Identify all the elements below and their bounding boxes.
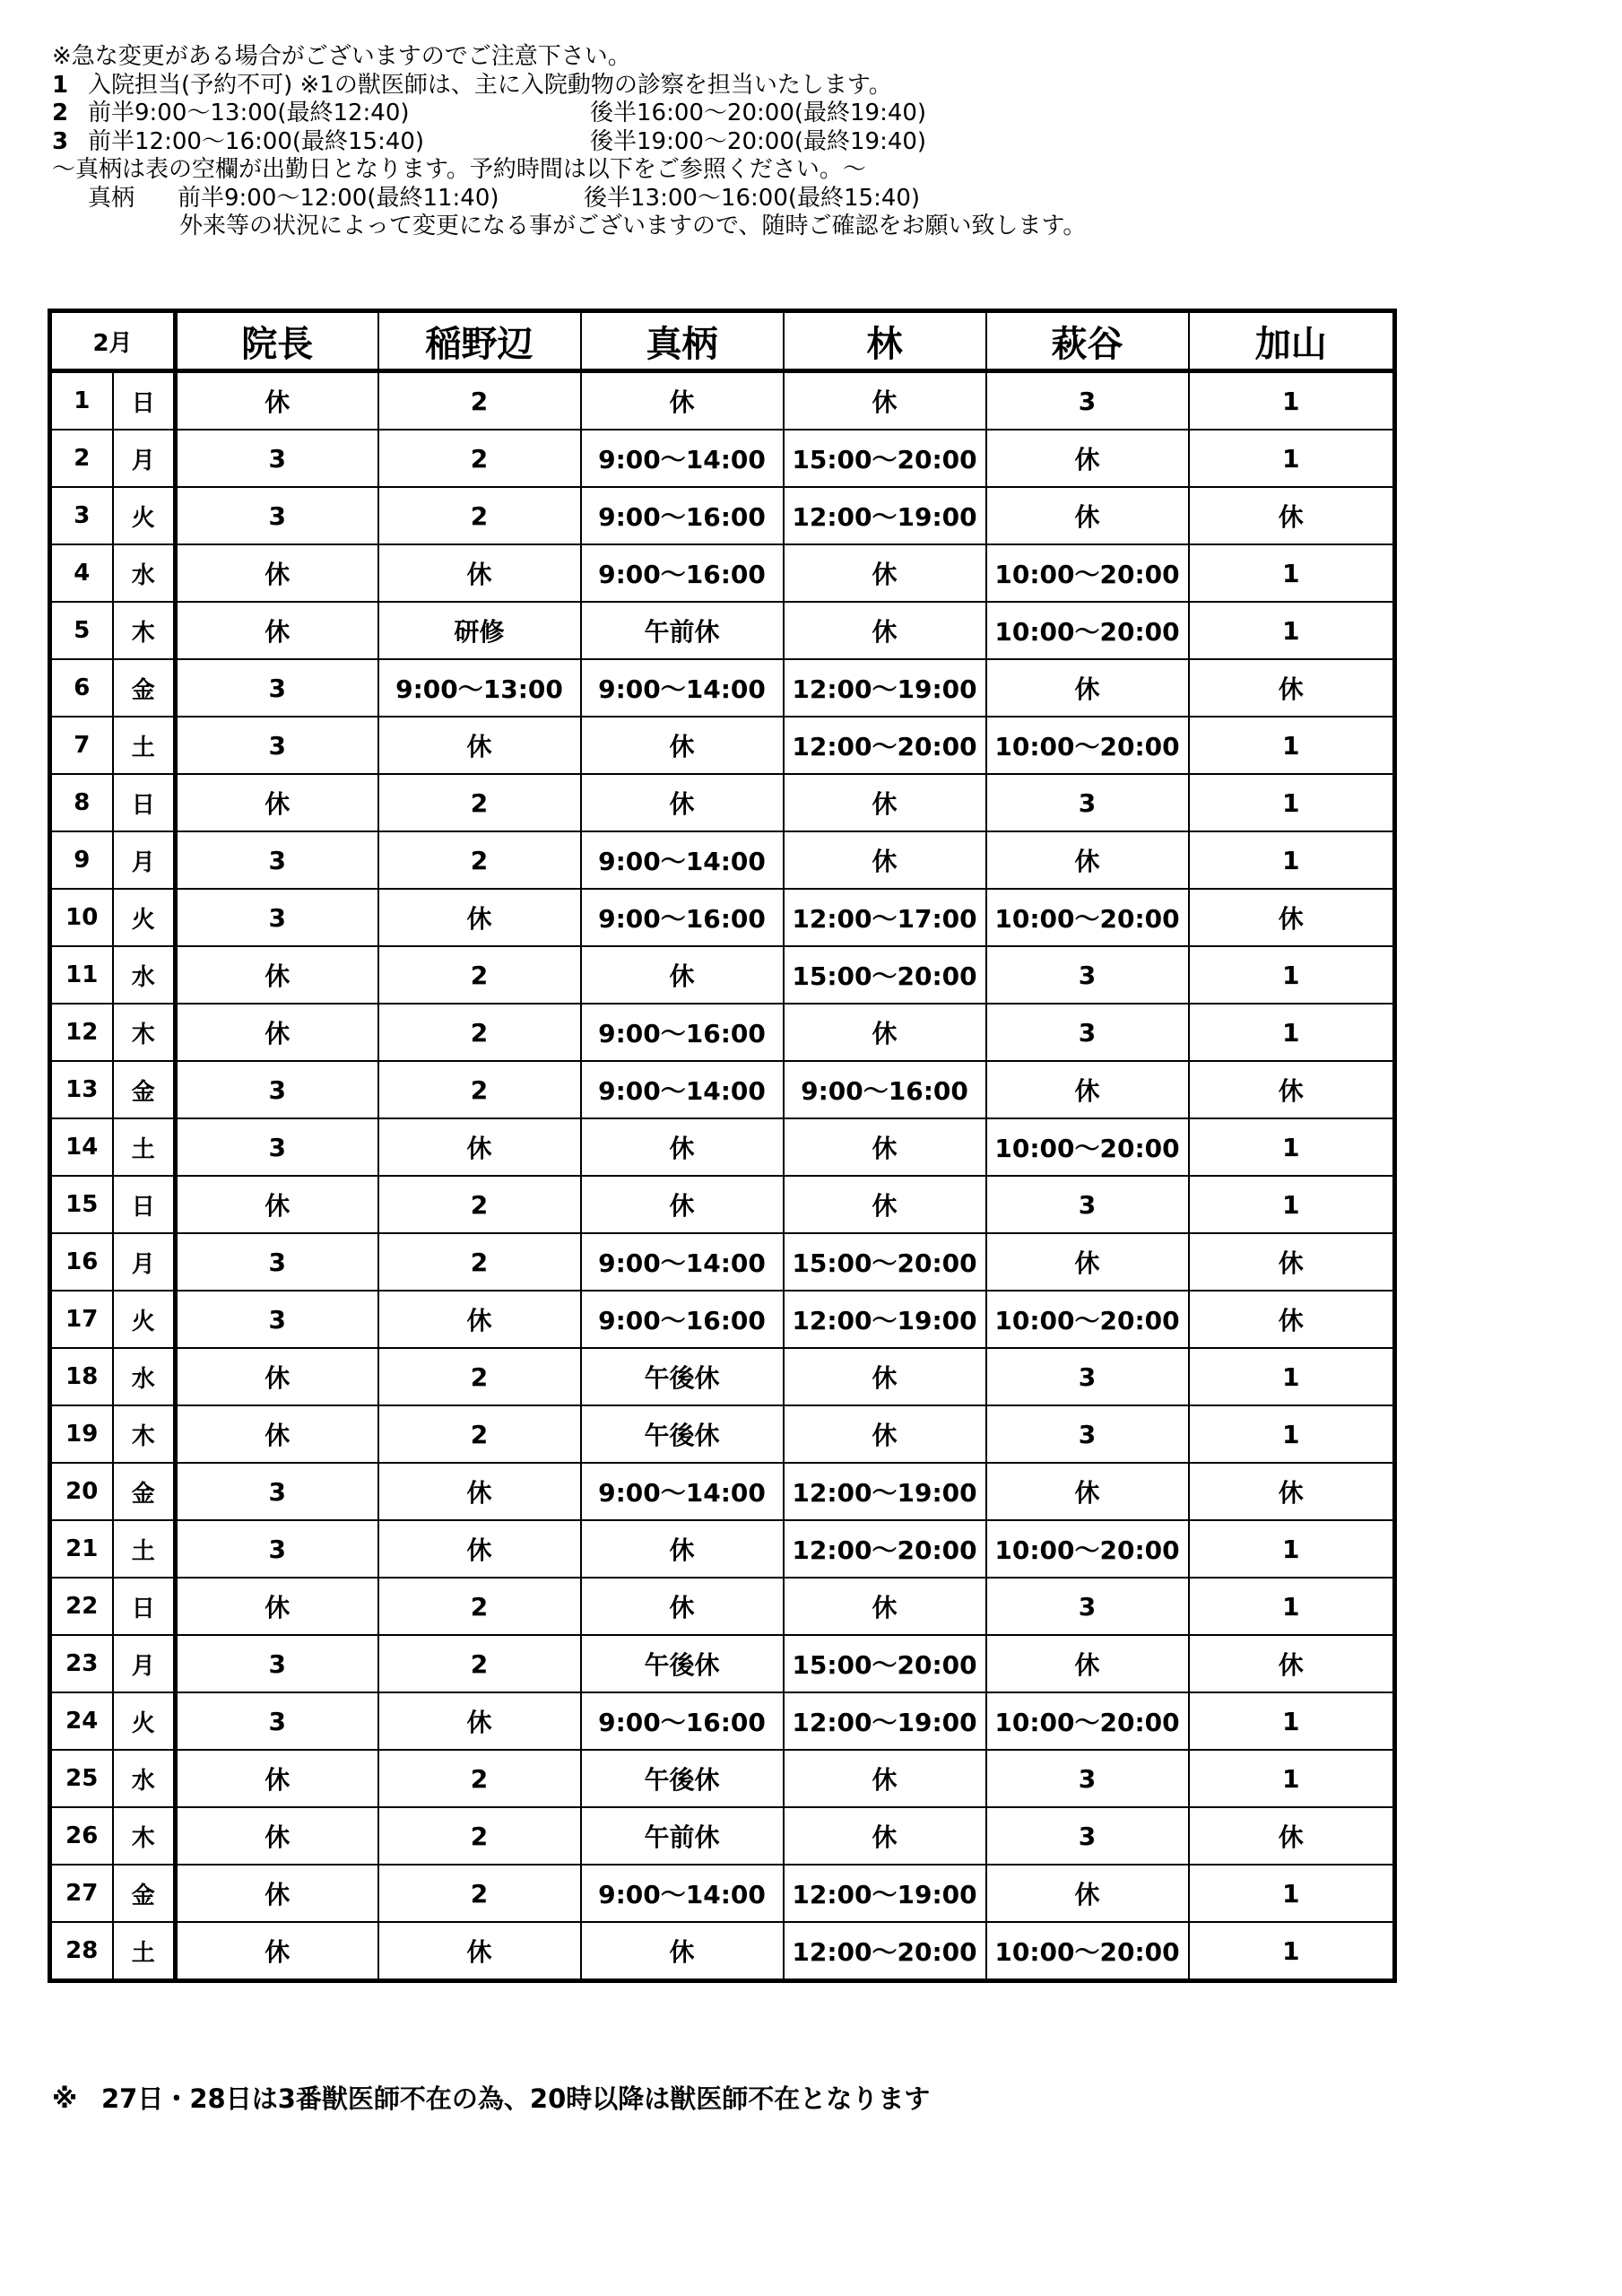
shift-cell: 3: [176, 659, 378, 717]
day-number-cell: 4: [50, 544, 113, 602]
shift-cell: 12:00～19:00: [784, 1463, 986, 1520]
weekday-cell: 月: [113, 1233, 176, 1291]
shift-cell: 2: [378, 1635, 581, 1692]
header-doctor-inanobe: 稲野辺: [378, 311, 581, 371]
shift-cell: 休: [378, 544, 581, 602]
day-number-cell: 18: [50, 1348, 113, 1405]
note-item-3-first-half: 前半12:00～16:00(最終15:40): [88, 127, 425, 155]
shift-cell: 9:00～16:00: [581, 1004, 784, 1061]
shift-cell: 2: [378, 1004, 581, 1061]
shift-cell: 3: [176, 831, 378, 889]
day-number-cell: 9: [50, 831, 113, 889]
shift-cell: 1: [1189, 1118, 1395, 1176]
table-row: [50, 487, 1395, 544]
shift-cell: 休: [1189, 659, 1395, 717]
shift-cell: 3: [986, 1807, 1189, 1865]
shift-cell: 休: [986, 1061, 1189, 1118]
shift-cell: 休: [581, 1922, 784, 1981]
shift-cell: 2: [378, 831, 581, 889]
shift-cell: 休: [986, 831, 1189, 889]
shift-cell: 1: [1189, 1176, 1395, 1233]
shift-cell: 2: [378, 371, 581, 430]
note-item-1-number: 1: [52, 71, 69, 99]
day-number-cell: 2: [50, 430, 113, 487]
day-number-cell: 13: [50, 1061, 113, 1118]
table-header-row: [50, 311, 1395, 371]
shift-cell: 休: [176, 1807, 378, 1865]
table-row: [50, 1291, 1395, 1348]
table-row: [50, 831, 1395, 889]
shift-cell: 休: [1189, 1291, 1395, 1348]
table-row: [50, 1463, 1395, 1520]
shift-cell: 1: [1189, 1004, 1395, 1061]
shift-cell: 午前休: [581, 602, 784, 659]
shift-cell: 3: [986, 1750, 1189, 1807]
shift-cell: 3: [986, 1004, 1189, 1061]
shift-cell: 2: [378, 487, 581, 544]
table-row: [50, 659, 1395, 717]
shift-cell: 12:00～19:00: [784, 1291, 986, 1348]
shift-cell: 2: [378, 1750, 581, 1807]
shift-cell: 休: [784, 544, 986, 602]
weekday-cell: 日: [113, 1578, 176, 1635]
shift-cell: 2: [378, 1807, 581, 1865]
weekday-cell: 日: [113, 774, 176, 831]
magara-note: [52, 156, 1086, 185]
confirm-note-text: 外来等の状況によって変更になる事がございますので、随時ご確認をお願い致します。: [179, 213, 1087, 239]
shift-cell: 3: [176, 1692, 378, 1750]
shift-cell: 2: [378, 946, 581, 1004]
shift-cell: 休: [176, 1405, 378, 1463]
table-row: [50, 1865, 1395, 1922]
weekday-cell: 月: [113, 1635, 176, 1692]
table-row: [50, 889, 1395, 946]
table-row: [50, 1520, 1395, 1578]
shift-cell: 休: [1189, 1463, 1395, 1520]
table-row: [50, 544, 1395, 602]
shift-cell: 3: [176, 717, 378, 774]
day-number-cell: 1: [50, 371, 113, 430]
shift-cell: 休: [784, 1118, 986, 1176]
shift-cell: 休: [378, 889, 581, 946]
header-doctor-hagiya: 萩谷: [986, 311, 1189, 371]
day-number-cell: 28: [50, 1922, 113, 1981]
shift-cell: 休: [176, 1750, 378, 1807]
note-item-3-second-half: 後半19:00～20:00(最終19:40): [590, 127, 927, 155]
table-row: [50, 1118, 1395, 1176]
shift-cell: 休: [176, 602, 378, 659]
day-number-cell: 22: [50, 1578, 113, 1635]
shift-cell: 休: [784, 1807, 986, 1865]
shift-cell: 2: [378, 1233, 581, 1291]
shift-cell: 2: [378, 774, 581, 831]
shift-cell: 休: [176, 1865, 378, 1922]
shift-cell: 1: [1189, 430, 1395, 487]
shift-cell: 休: [986, 1635, 1189, 1692]
table-row: [50, 1750, 1395, 1807]
shift-cell: 休: [176, 544, 378, 602]
shift-cell: 1: [1189, 544, 1395, 602]
shift-cell: 9:00～16:00: [581, 487, 784, 544]
shift-cell: 休: [581, 1118, 784, 1176]
shift-cell: 休: [1189, 487, 1395, 544]
shift-cell: 1: [1189, 1922, 1395, 1981]
table-row: [50, 602, 1395, 659]
shift-cell: 休: [581, 371, 784, 430]
day-number-cell: 15: [50, 1176, 113, 1233]
day-number-cell: 11: [50, 946, 113, 1004]
day-number-cell: 23: [50, 1635, 113, 1692]
shift-cell: 休: [986, 1865, 1189, 1922]
shift-cell: 3: [176, 487, 378, 544]
note-item-2-first-half: 前半9:00～13:00(最終12:40): [88, 100, 410, 126]
shift-cell: 10:00～20:00: [986, 1520, 1189, 1578]
day-number-cell: 25: [50, 1750, 113, 1807]
weekday-cell: 火: [113, 487, 176, 544]
weekday-cell: 金: [113, 659, 176, 717]
weekday-cell: 水: [113, 1348, 176, 1405]
shift-cell: 10:00～20:00: [986, 544, 1189, 602]
shift-cell: 10:00～20:00: [986, 717, 1189, 774]
shift-cell: 休: [176, 371, 378, 430]
day-number-cell: 8: [50, 774, 113, 831]
shift-cell: 9:00～13:00: [378, 659, 581, 717]
shift-cell: 2: [378, 1405, 581, 1463]
shift-cell: 午前休: [581, 1807, 784, 1865]
shift-cell: 研修: [378, 602, 581, 659]
weekday-cell: 火: [113, 1291, 176, 1348]
day-number-cell: 14: [50, 1118, 113, 1176]
weekday-cell: 木: [113, 1405, 176, 1463]
day-number-cell: 16: [50, 1233, 113, 1291]
shift-cell: 2: [378, 1348, 581, 1405]
shift-cell: 休: [176, 1922, 378, 1981]
shift-cell: 休: [784, 831, 986, 889]
footer-note: [52, 2079, 930, 2116]
weekday-cell: 火: [113, 889, 176, 946]
shift-cell: 休: [986, 1233, 1189, 1291]
note-item-1-text: 入院担当(予約不可) ※1の獣医師は、主に入院動物の診察を担当いたします。: [88, 71, 892, 99]
shift-cell: 15:00～20:00: [784, 1233, 986, 1291]
shift-cell: 12:00～20:00: [784, 717, 986, 774]
shift-cell: 休: [378, 1520, 581, 1578]
shift-cell: 休: [176, 946, 378, 1004]
shift-cell: 休: [784, 774, 986, 831]
shift-cell: 休: [1189, 1061, 1395, 1118]
shift-cell: 2: [378, 1865, 581, 1922]
shift-cell: 午後休: [581, 1750, 784, 1807]
weekday-cell: 土: [113, 1118, 176, 1176]
table-row: [50, 1348, 1395, 1405]
shift-cell: 午後休: [581, 1635, 784, 1692]
note-item-3: [52, 128, 1086, 157]
shift-cell: 12:00～20:00: [784, 1520, 986, 1578]
day-number-cell: 24: [50, 1692, 113, 1750]
table-row: [50, 1004, 1395, 1061]
table-row: [50, 1405, 1395, 1463]
shift-cell: 9:00～14:00: [581, 831, 784, 889]
weekday-cell: 土: [113, 717, 176, 774]
shift-cell: 休: [581, 1578, 784, 1635]
shift-cell: 12:00～19:00: [784, 1865, 986, 1922]
shift-cell: 3: [176, 889, 378, 946]
shift-cell: 9:00～14:00: [581, 1865, 784, 1922]
shift-cell: 3: [176, 1233, 378, 1291]
shift-cell: 3: [176, 1463, 378, 1520]
shift-cell: 休: [378, 1922, 581, 1981]
shift-cell: 休: [1189, 1635, 1395, 1692]
table-row: [50, 1061, 1395, 1118]
schedule-body: [50, 371, 1395, 1981]
shift-cell: 3: [986, 774, 1189, 831]
shift-cell: 休: [581, 1520, 784, 1578]
shift-cell: 9:00～14:00: [581, 1463, 784, 1520]
shift-cell: 2: [378, 430, 581, 487]
shift-cell: 12:00～19:00: [784, 1692, 986, 1750]
shift-cell: 1: [1189, 1750, 1395, 1807]
table-row: [50, 774, 1395, 831]
note-item-3-number: 3: [52, 127, 69, 155]
note-item-2: [52, 100, 1086, 128]
shift-cell: 10:00～20:00: [986, 602, 1189, 659]
day-number-cell: 3: [50, 487, 113, 544]
shift-cell: 休: [176, 1176, 378, 1233]
shift-cell: 15:00～20:00: [784, 1635, 986, 1692]
shift-cell: 休: [784, 602, 986, 659]
magara-second-half: 後半13:00～16:00(最終15:40): [584, 184, 921, 212]
shift-cell: 休: [784, 1176, 986, 1233]
shift-cell: 1: [1189, 774, 1395, 831]
shift-cell: 2: [378, 1061, 581, 1118]
shift-cell: 3: [176, 1635, 378, 1692]
shift-cell: 1: [1189, 1692, 1395, 1750]
day-number-cell: 27: [50, 1865, 113, 1922]
shift-cell: 9:00～16:00: [581, 1291, 784, 1348]
table-row: [50, 946, 1395, 1004]
shift-cell: 3: [176, 1291, 378, 1348]
shift-cell: 12:00～20:00: [784, 1922, 986, 1981]
shift-cell: 10:00～20:00: [986, 889, 1189, 946]
shift-cell: 休: [1189, 889, 1395, 946]
weekday-cell: 水: [113, 946, 176, 1004]
table-row: [50, 1692, 1395, 1750]
shift-cell: 9:00～14:00: [581, 1233, 784, 1291]
shift-cell: 9:00～16:00: [581, 889, 784, 946]
day-number-cell: 26: [50, 1807, 113, 1865]
shift-cell: 3: [986, 1176, 1189, 1233]
shift-cell: 9:00～16:00: [581, 544, 784, 602]
shift-cell: 12:00～19:00: [784, 487, 986, 544]
shift-cell: 9:00～16:00: [581, 1692, 784, 1750]
shift-cell: 3: [986, 1348, 1189, 1405]
notice-line: [52, 43, 1086, 72]
shift-cell: 9:00～14:00: [581, 1061, 784, 1118]
weekday-cell: 木: [113, 1807, 176, 1865]
weekday-cell: 月: [113, 430, 176, 487]
shift-cell: 休: [378, 1463, 581, 1520]
day-number-cell: 6: [50, 659, 113, 717]
shift-cell: 9:00～14:00: [581, 659, 784, 717]
magara-hours: [52, 185, 1086, 213]
shift-cell: 15:00～20:00: [784, 430, 986, 487]
shift-cell: 休: [784, 1405, 986, 1463]
shift-cell: 休: [378, 1692, 581, 1750]
confirm-note: [52, 213, 1086, 241]
shift-cell: 休: [784, 1750, 986, 1807]
header-notes: [52, 43, 1086, 241]
shift-cell: 10:00～20:00: [986, 1692, 1189, 1750]
table-row: [50, 1233, 1395, 1291]
shift-cell: 休: [986, 1463, 1189, 1520]
day-number-cell: 21: [50, 1520, 113, 1578]
shift-cell: 3: [176, 1520, 378, 1578]
shift-cell: 休: [176, 1578, 378, 1635]
shift-cell: 1: [1189, 1865, 1395, 1922]
shift-cell: 10:00～20:00: [986, 1118, 1189, 1176]
footer-mark: ※: [52, 2083, 78, 2114]
shift-cell: 休: [986, 487, 1189, 544]
weekday-cell: 木: [113, 602, 176, 659]
shift-cell: 10:00～20:00: [986, 1291, 1189, 1348]
table-row: [50, 1922, 1395, 1981]
shift-cell: 休: [784, 1578, 986, 1635]
table-row: [50, 1578, 1395, 1635]
shift-cell: 休: [1189, 1233, 1395, 1291]
weekday-cell: 金: [113, 1061, 176, 1118]
shift-cell: 休: [581, 946, 784, 1004]
shift-cell: 休: [986, 659, 1189, 717]
day-number-cell: 7: [50, 717, 113, 774]
day-number-cell: 17: [50, 1291, 113, 1348]
day-number-cell: 10: [50, 889, 113, 946]
shift-cell: 休: [378, 1118, 581, 1176]
shift-cell: 3: [176, 1061, 378, 1118]
table-row: [50, 717, 1395, 774]
shift-cell: 1: [1189, 1405, 1395, 1463]
day-number-cell: 19: [50, 1405, 113, 1463]
header-doctor-hayashi: 林: [784, 311, 986, 371]
shift-cell: 休: [176, 1348, 378, 1405]
shift-cell: 1: [1189, 371, 1395, 430]
shift-cell: 15:00～20:00: [784, 946, 986, 1004]
shift-cell: 1: [1189, 946, 1395, 1004]
header-doctor-magara: 真柄: [581, 311, 784, 371]
table-row: [50, 371, 1395, 430]
shift-cell: 1: [1189, 831, 1395, 889]
shift-cell: 休: [378, 1291, 581, 1348]
shift-cell: 休: [784, 371, 986, 430]
shift-cell: 1: [1189, 1578, 1395, 1635]
shift-cell: 3: [986, 1578, 1189, 1635]
header-doctor-director: 院長: [176, 311, 378, 371]
weekday-cell: 水: [113, 544, 176, 602]
shift-cell: 休: [581, 774, 784, 831]
shift-cell: 2: [378, 1578, 581, 1635]
note-item-1: [52, 72, 1086, 100]
weekday-cell: 金: [113, 1865, 176, 1922]
note-item-2-number: 2: [52, 100, 69, 126]
shift-cell: 午後休: [581, 1348, 784, 1405]
shift-cell: 1: [1189, 717, 1395, 774]
footer-text: 27日・28日は3番獣医師不在の為、20時以降は獣医師不在となります: [101, 2083, 931, 2114]
table-row: [50, 1807, 1395, 1865]
shift-cell: 休: [986, 430, 1189, 487]
shift-cell: 休: [378, 717, 581, 774]
weekday-cell: 日: [113, 1176, 176, 1233]
weekday-cell: 火: [113, 1692, 176, 1750]
header-doctor-kayama: 加山: [1189, 311, 1395, 371]
shift-cell: 12:00～17:00: [784, 889, 986, 946]
shift-cell: 休: [784, 1004, 986, 1061]
note-item-2-second-half: 後半16:00～20:00(最終19:40): [590, 100, 927, 126]
weekday-cell: 日: [113, 371, 176, 430]
shift-cell: 3: [986, 371, 1189, 430]
shift-cell: 10:00～20:00: [986, 1922, 1189, 1981]
month-header: 2月: [50, 311, 176, 371]
table-row: [50, 430, 1395, 487]
table-row: [50, 1176, 1395, 1233]
shift-cell: 休: [581, 717, 784, 774]
weekday-cell: 木: [113, 1004, 176, 1061]
schedule-table: [48, 309, 1397, 1983]
day-number-cell: 5: [50, 602, 113, 659]
shift-cell: 9:00～16:00: [784, 1061, 986, 1118]
shift-cell: 2: [378, 1176, 581, 1233]
shift-cell: 3: [176, 430, 378, 487]
shift-cell: 休: [784, 1348, 986, 1405]
shift-cell: 休: [176, 1004, 378, 1061]
shift-cell: 3: [986, 1405, 1189, 1463]
notice-text: ※急な変更がある場合がございますのでご注意下さい。: [52, 43, 631, 70]
magara-note-text: ～真柄は表の空欄が出勤日となります。予約時間は以下をご参照ください。～: [52, 156, 866, 183]
shift-cell: 12:00～19:00: [784, 659, 986, 717]
weekday-cell: 土: [113, 1922, 176, 1981]
weekday-cell: 月: [113, 831, 176, 889]
day-number-cell: 12: [50, 1004, 113, 1061]
magara-label: 真柄: [88, 184, 135, 212]
table-row: [50, 1635, 1395, 1692]
shift-cell: 3: [176, 1118, 378, 1176]
shift-cell: 1: [1189, 602, 1395, 659]
weekday-cell: 水: [113, 1750, 176, 1807]
shift-cell: 休: [581, 1176, 784, 1233]
day-number-cell: 20: [50, 1463, 113, 1520]
shift-cell: 休: [1189, 1807, 1395, 1865]
shift-cell: 9:00～14:00: [581, 430, 784, 487]
weekday-cell: 土: [113, 1520, 176, 1578]
shift-cell: 3: [986, 946, 1189, 1004]
magara-first-half: 前半9:00～12:00(最終11:40): [178, 184, 499, 212]
shift-cell: 午後休: [581, 1405, 784, 1463]
shift-cell: 休: [176, 774, 378, 831]
shift-cell: 1: [1189, 1520, 1395, 1578]
shift-cell: 1: [1189, 1348, 1395, 1405]
weekday-cell: 金: [113, 1463, 176, 1520]
